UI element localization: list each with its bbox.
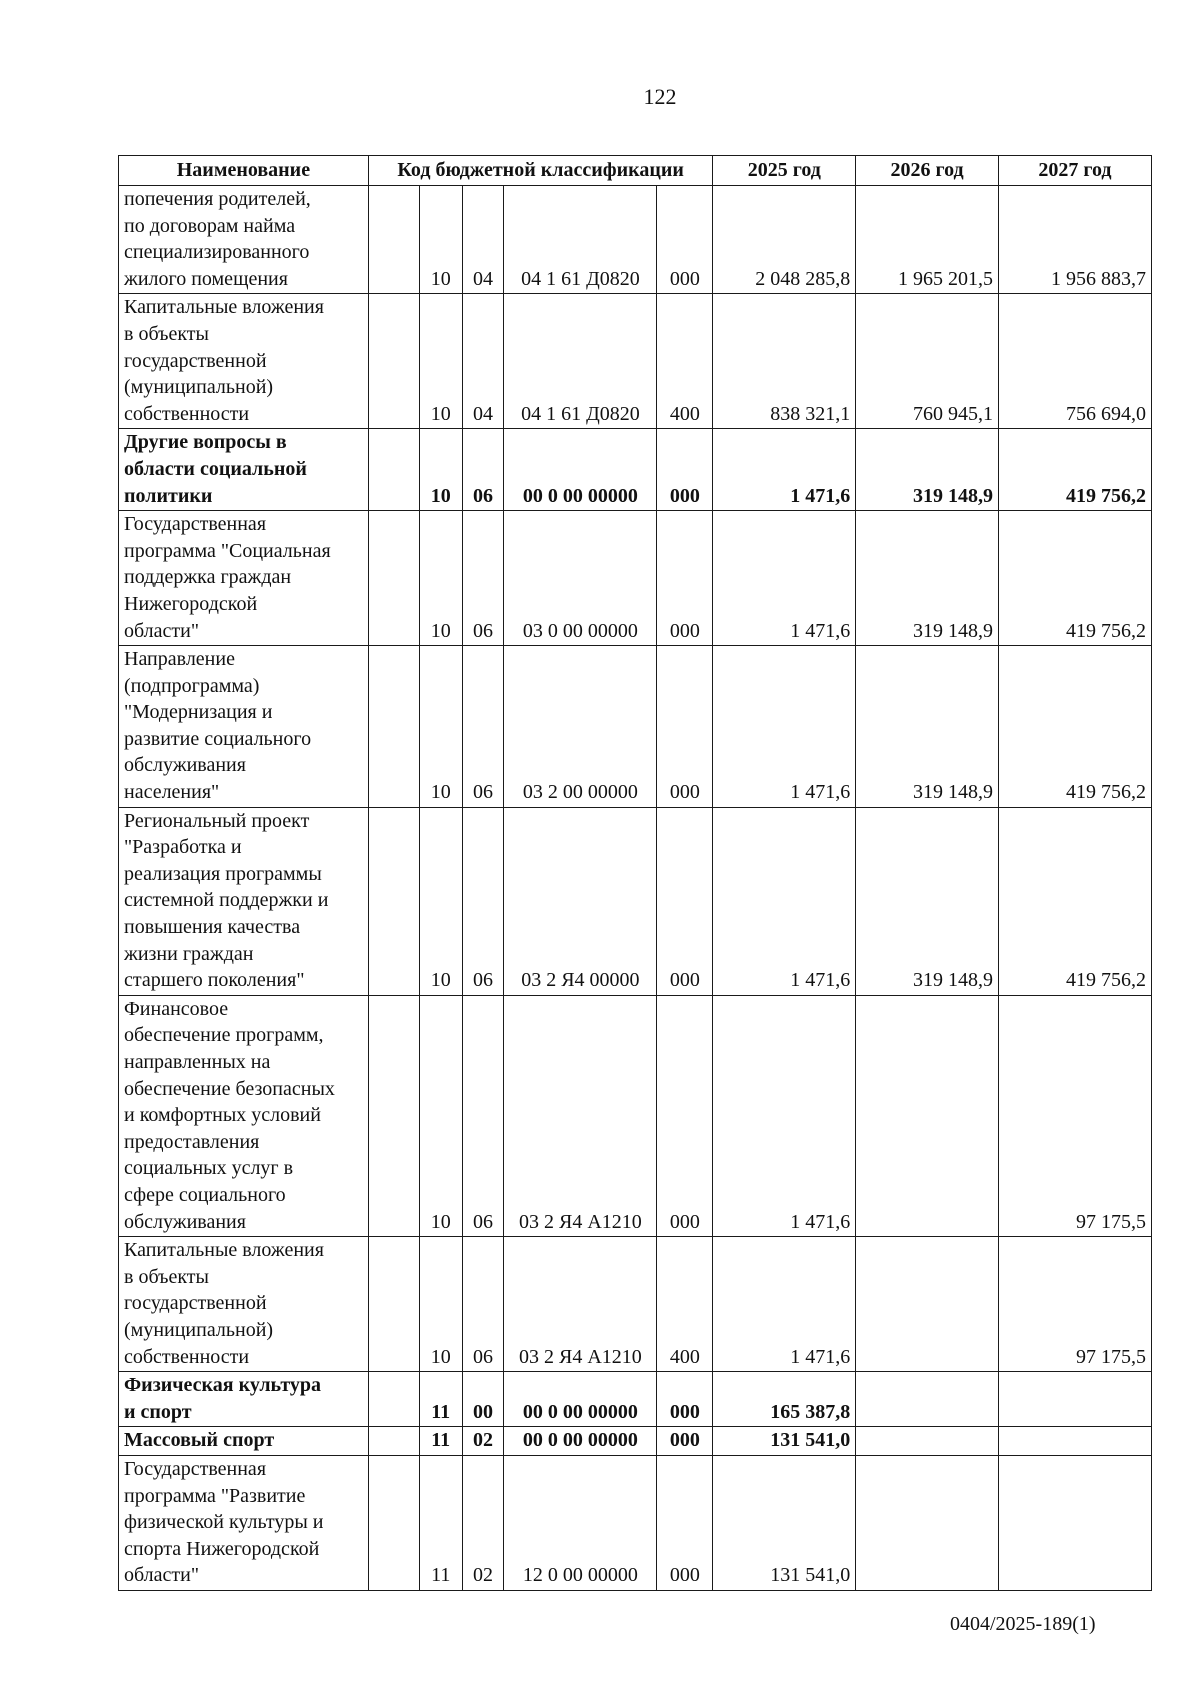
row-section: 10 <box>419 807 462 995</box>
row-name-line: Массовый спорт <box>124 1429 275 1452</box>
table-body <box>119 186 1152 1591</box>
row-blank-code <box>368 807 419 995</box>
row-name <box>119 1372 369 1427</box>
row-name-line: области" <box>124 619 200 642</box>
row-blank-code <box>368 1427 419 1456</box>
row-subsection: 04 <box>462 294 504 429</box>
row-name-line: попечения родителей, <box>124 188 311 210</box>
row-subsection: 06 <box>462 511 504 646</box>
table-row <box>119 807 1152 995</box>
row-amount-2027: 419 756,2 <box>998 807 1151 995</box>
row-name-line: (муниципальной) <box>124 1318 274 1341</box>
row-amount-2026: 319 148,9 <box>856 646 999 808</box>
table-row <box>119 429 1152 511</box>
row-expense-type: 000 <box>657 1427 713 1456</box>
row-amount-2027 <box>998 1455 1151 1590</box>
row-name-line: (муниципальной) <box>124 376 274 399</box>
row-name-line: области" <box>124 1564 200 1587</box>
row-name <box>119 1237 369 1372</box>
row-target-code: 03 2 Я4 А1210 <box>504 995 657 1236</box>
row-target-code: 00 0 00 00000 <box>504 1427 657 1456</box>
row-amount-2025: 1 471,6 <box>713 995 856 1236</box>
row-name-line: Нижегородской <box>124 592 258 615</box>
row-amount-2027: 419 756,2 <box>998 646 1151 808</box>
row-expense-type: 000 <box>657 429 713 511</box>
row-amount-2026 <box>856 995 999 1236</box>
row-subsection: 06 <box>462 995 504 1236</box>
row-expense-type: 400 <box>657 294 713 429</box>
row-name-line: реализация программы <box>124 862 322 885</box>
row-subsection: 02 <box>462 1455 504 1590</box>
row-expense-type: 000 <box>657 511 713 646</box>
row-amount-2027: 97 175,5 <box>998 995 1151 1236</box>
row-name-line: Другие вопросы в <box>124 431 287 454</box>
row-amount-2025: 1 471,6 <box>713 807 856 995</box>
table-row <box>119 646 1152 808</box>
row-amount-2025: 1 471,6 <box>713 511 856 646</box>
row-amount-2025: 131 541,0 <box>713 1427 856 1456</box>
row-amount-2025: 2 048 285,8 <box>713 186 856 294</box>
row-name-line: программа "Социальная <box>124 539 331 562</box>
row-amount-2026 <box>856 1237 999 1372</box>
row-blank-code <box>368 1372 419 1427</box>
table-row <box>119 1427 1152 1456</box>
row-expense-type: 000 <box>657 807 713 995</box>
row-name-line: специализированного <box>124 241 310 264</box>
row-name <box>119 995 369 1236</box>
row-name-line: Капитальные вложения <box>124 1239 324 1262</box>
row-name-line: и спорт <box>124 1400 192 1423</box>
row-expense-type: 000 <box>657 646 713 808</box>
row-section: 10 <box>419 1237 462 1372</box>
row-expense-type: 000 <box>657 995 713 1236</box>
row-name-line: области социальной <box>124 457 307 480</box>
row-blank-code <box>368 429 419 511</box>
header-2026: 2026 год <box>856 156 999 186</box>
row-name-line: направленных на <box>124 1051 271 1073</box>
row-name-line: системной поддержки и <box>124 889 329 912</box>
row-amount-2027 <box>998 1372 1151 1427</box>
row-name <box>119 1427 369 1456</box>
row-blank-code <box>368 186 419 294</box>
row-amount-2027: 419 756,2 <box>998 511 1151 646</box>
row-name-line: жилого помещения <box>124 267 288 290</box>
row-name-line: по договорам найма <box>124 214 296 237</box>
table-row <box>119 511 1152 646</box>
row-expense-type: 000 <box>657 186 713 294</box>
row-name-line: политики <box>124 484 213 507</box>
table-row <box>119 186 1152 294</box>
row-name <box>119 511 369 646</box>
row-target-code: 04 1 61 Д0820 <box>504 294 657 429</box>
row-subsection: 00 <box>462 1372 504 1427</box>
row-expense-type: 400 <box>657 1237 713 1372</box>
row-amount-2025: 1 471,6 <box>713 646 856 808</box>
row-amount-2027: 419 756,2 <box>998 429 1151 511</box>
row-target-code: 04 1 61 Д0820 <box>504 186 657 294</box>
row-expense-type: 000 <box>657 1372 713 1427</box>
row-section: 10 <box>419 429 462 511</box>
row-amount-2026: 319 148,9 <box>856 807 999 995</box>
row-name-line: в объекты <box>124 1265 209 1288</box>
row-blank-code <box>368 1237 419 1372</box>
row-amount-2027: 756 694,0 <box>998 294 1151 429</box>
page-number: 122 <box>643 84 677 109</box>
row-name <box>119 1455 369 1590</box>
row-name <box>119 294 369 429</box>
header-name: Наименование <box>119 156 369 186</box>
row-section: 11 <box>419 1427 462 1456</box>
row-name-line: собственности <box>124 402 250 425</box>
table-row <box>119 1455 1152 1590</box>
row-name-line: сфере социального <box>124 1183 286 1206</box>
row-name-line: жизни граждан <box>124 942 254 965</box>
row-name-line: обеспечение программ, <box>124 1024 324 1047</box>
row-blank-code <box>368 511 419 646</box>
row-amount-2026: 760 945,1 <box>856 294 999 429</box>
row-subsection: 04 <box>462 186 504 294</box>
row-name-line: Региональный проект <box>124 809 310 832</box>
row-section: 10 <box>419 646 462 808</box>
row-amount-2025: 1 471,6 <box>713 429 856 511</box>
row-amount-2026: 319 148,9 <box>856 511 999 646</box>
row-target-code: 00 0 00 00000 <box>504 429 657 511</box>
row-name-line: программа "Развитие <box>124 1484 306 1507</box>
table-header-row <box>119 156 1152 186</box>
row-amount-2025: 165 387,8 <box>713 1372 856 1427</box>
row-name-line: старшего поколения" <box>124 969 305 992</box>
row-amount-2026 <box>856 1455 999 1590</box>
row-name-line: физической культуры и <box>124 1511 324 1534</box>
row-subsection: 06 <box>462 807 504 995</box>
row-name-line: Финансовое <box>124 997 229 1020</box>
row-target-code: 03 2 Я4 00000 <box>504 807 657 995</box>
row-name-line: Направление <box>124 648 235 671</box>
row-amount-2027 <box>998 1427 1151 1456</box>
row-section: 10 <box>419 511 462 646</box>
row-section: 10 <box>419 294 462 429</box>
row-name-line: "Модернизация и <box>124 701 273 724</box>
header-2027: 2027 год <box>998 156 1151 186</box>
row-amount-2026 <box>856 1372 999 1427</box>
row-target-code: 00 0 00 00000 <box>504 1372 657 1427</box>
row-name-line: в объекты <box>124 322 209 345</box>
row-section: 11 <box>419 1372 462 1427</box>
budget-table <box>118 155 1152 1591</box>
row-amount-2025: 838 321,1 <box>713 294 856 429</box>
row-name-line: Государственная <box>124 1457 267 1480</box>
header-2025: 2025 год <box>713 156 856 186</box>
row-name <box>119 807 369 995</box>
row-name-line: социальных услуг в <box>124 1157 294 1180</box>
table-row <box>119 1237 1152 1372</box>
row-subsection: 06 <box>462 1237 504 1372</box>
row-subsection: 06 <box>462 646 504 808</box>
row-name-line: (подпрограмма) <box>124 674 260 697</box>
row-section: 10 <box>419 995 462 1236</box>
row-amount-2026 <box>856 1427 999 1456</box>
row-target-code: 12 0 00 00000 <box>504 1455 657 1590</box>
row-section: 11 <box>419 1455 462 1590</box>
row-section: 10 <box>419 186 462 294</box>
row-expense-type: 000 <box>657 1455 713 1590</box>
row-name-line: Государственная <box>124 513 267 536</box>
row-name <box>119 646 369 808</box>
row-name-line: обслуживания <box>124 1210 246 1233</box>
row-name-line: развитие социального <box>124 727 312 750</box>
row-name-line: поддержка граждан <box>124 566 292 589</box>
row-blank-code <box>368 646 419 808</box>
row-name-line: Капитальные вложения <box>124 296 324 319</box>
row-blank-code <box>368 294 419 429</box>
row-name-line: Физическая культура <box>124 1374 322 1397</box>
row-target-code: 03 0 00 00000 <box>504 511 657 646</box>
row-blank-code <box>368 995 419 1236</box>
row-subsection: 06 <box>462 429 504 511</box>
row-amount-2027: 1 956 883,7 <box>998 186 1151 294</box>
document-code: 0404/2025-189(1) <box>950 1613 1096 1635</box>
row-amount-2025: 1 471,6 <box>713 1237 856 1372</box>
row-amount-2026: 1 965 201,5 <box>856 186 999 294</box>
header-code: Код бюджетной классификации <box>368 156 713 186</box>
table-row <box>119 294 1152 429</box>
row-name-line: повышения качества <box>124 916 301 939</box>
row-name-line: обеспечение безопасных <box>124 1077 335 1100</box>
row-amount-2026: 319 148,9 <box>856 429 999 511</box>
row-name-line: предоставления <box>124 1130 260 1153</box>
table-row <box>119 1372 1152 1427</box>
row-amount-2025: 131 541,0 <box>713 1455 856 1590</box>
row-name <box>119 186 369 294</box>
row-target-code: 03 2 00 00000 <box>504 646 657 808</box>
table-row <box>119 995 1152 1236</box>
row-name-line: государственной <box>124 349 267 372</box>
row-name-line: "Разработка и <box>124 836 242 859</box>
row-name-line: собственности <box>124 1345 250 1368</box>
row-target-code: 03 2 Я4 А1210 <box>504 1237 657 1372</box>
row-blank-code <box>368 1455 419 1590</box>
row-name-line: обслуживания <box>124 754 246 777</box>
row-name-line: и комфортных условий <box>124 1104 321 1127</box>
row-name-line: населения" <box>124 781 220 804</box>
row-name-line: государственной <box>124 1292 267 1315</box>
row-subsection: 02 <box>462 1427 504 1456</box>
row-name-line: спорта Нижегородской <box>124 1537 320 1560</box>
row-name <box>119 429 369 511</box>
row-amount-2027: 97 175,5 <box>998 1237 1151 1372</box>
